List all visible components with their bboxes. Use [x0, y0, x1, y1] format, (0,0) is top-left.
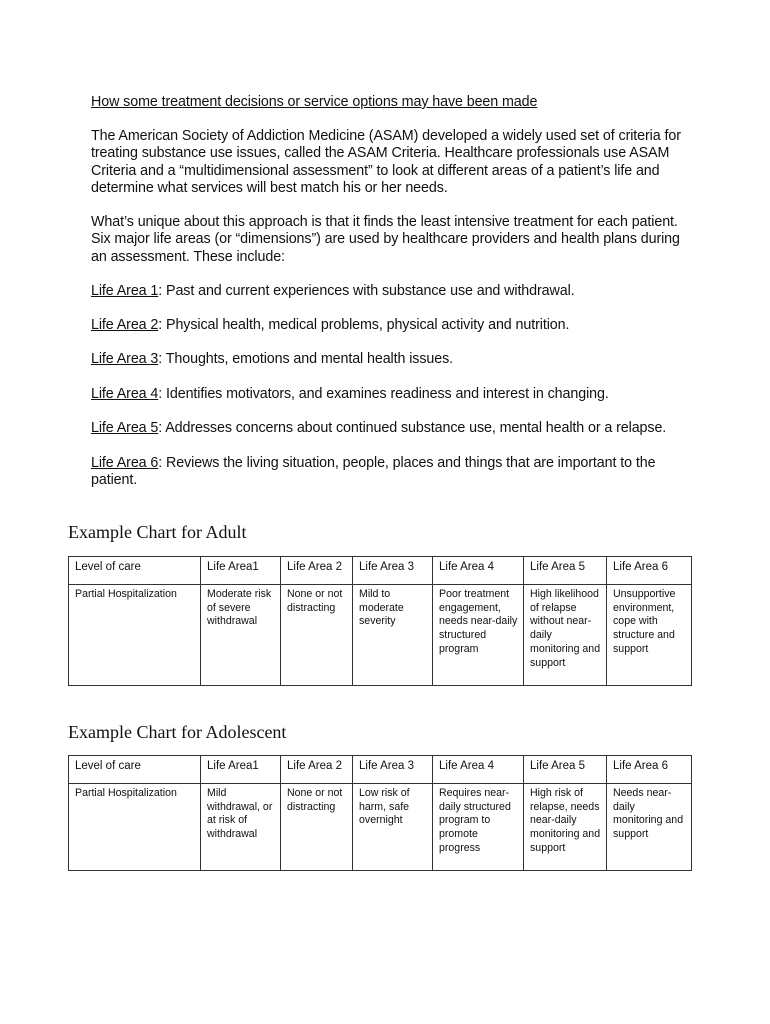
life-area-3-item [91, 351, 691, 368]
adolescent-cell-life-area-5: High risk of relapse, needs near-daily monitoring and support [530, 787, 601, 854]
adult-chart-table [68, 556, 692, 686]
intro-paragraph-2: What’s unique about this approach is that it finds the least intensive treatment for each patient. Six major life areas (or “dimensions”) are used by healthcare providers and health plans during an assessment. These include: [91, 214, 680, 265]
life-area-5-text: : Addresses concerns about continued substance use, mental health or a relapse. [158, 420, 667, 436]
adolescent-chart-header-row [69, 756, 692, 784]
life-area-4-item [91, 386, 691, 403]
adult-header-cell [201, 557, 281, 585]
adult-cell-life-area-6: Unsupportive environment, cope with structure and support [613, 588, 676, 655]
adult-data-cell [281, 585, 353, 686]
adolescent-cell-level-of-care: Partial Hospitalization [75, 787, 177, 799]
life-area-6-item [91, 455, 691, 490]
adult-header-life-area-3: Life Area 3 [359, 561, 414, 573]
adult-header-cell [69, 557, 201, 585]
life-area-1-label: Life Area 1 [91, 283, 159, 299]
adult-chart-heading: Example Chart for Adult [68, 522, 247, 542]
adolescent-header-cell [353, 756, 433, 784]
adult-data-cell [69, 585, 201, 686]
life-area-5-item [91, 420, 691, 437]
adolescent-chart-data-row [69, 784, 692, 871]
adult-data-cell [353, 585, 433, 686]
adolescent-data-cell [524, 784, 607, 871]
adult-cell-life-area-4: Poor treatment engagement, needs near-daily structured program [439, 588, 518, 655]
adolescent-data-cell [69, 784, 201, 871]
adolescent-header-cell [524, 756, 607, 784]
life-area-2-text: : Physical health, medical problems, physical activity and nutrition. [158, 317, 570, 333]
adolescent-header-life-area-1: Life Area1 [207, 760, 259, 772]
adult-header-cell [281, 557, 353, 585]
adult-cell-life-area-5: High likelihood of relapse without near-daily monitoring and support [530, 588, 601, 669]
life-area-4-text: : Identifies motivators, and examines readiness and interest in changing. [158, 386, 609, 402]
adult-header-cell [353, 557, 433, 585]
section-title: How some treatment decisions or service options may have been made [91, 94, 538, 110]
intro-paragraph-1: The American Society of Addiction Medicine (ASAM) developed a widely used set of criteria for treating substance use issues, called the ASAM Criteria. Healthcare professionals use ASAM Criteria and a “multidimensional assessment” to look at different areas of a patient’s life and determine what services will best match his or her needs. [91, 128, 681, 197]
life-area-2-item [91, 317, 691, 334]
adolescent-data-cell [607, 784, 692, 871]
adult-cell-life-area-2: None or not distracting [287, 588, 343, 614]
adult-header-cell [607, 557, 692, 585]
adolescent-header-cell [607, 756, 692, 784]
life-area-4-label: Life Area 4 [91, 386, 159, 402]
adolescent-header-life-area-3: Life Area 3 [359, 760, 414, 772]
adolescent-header-life-area-6: Life Area 6 [613, 760, 668, 772]
life-area-5-label: Life Area 5 [91, 420, 159, 436]
adolescent-chart-table [68, 755, 692, 871]
adolescent-data-cell [281, 784, 353, 871]
adult-cell-life-area-3: Mild to moderate severity [359, 588, 404, 628]
adult-header-life-area-5: Life Area 5 [530, 561, 585, 573]
adolescent-chart-heading: Example Chart for Adolescent [68, 722, 287, 742]
life-area-3-text: : Thoughts, emotions and mental health issues. [158, 351, 454, 367]
adolescent-cell-life-area-4: Requires near-daily structured program to promote progress [439, 787, 511, 854]
adult-header-life-area-4: Life Area 4 [439, 561, 494, 573]
adolescent-cell-life-area-2: None or not distracting [287, 787, 343, 813]
life-area-1-text: : Past and current experiences with substance use and withdrawal. [158, 283, 575, 299]
adolescent-header-cell [281, 756, 353, 784]
adult-cell-level-of-care: Partial Hospitalization [75, 588, 177, 600]
adult-header-life-area-1: Life Area1 [207, 561, 259, 573]
adolescent-header-life-area-4: Life Area 4 [439, 760, 494, 772]
adult-chart-header-row [69, 557, 692, 585]
adolescent-header-level-of-care: Level of care [75, 760, 141, 772]
adolescent-header-life-area-5: Life Area 5 [530, 760, 585, 772]
adult-chart-data-row [69, 585, 692, 686]
adult-data-cell [433, 585, 524, 686]
adolescent-data-cell [353, 784, 433, 871]
life-area-6-label: Life Area 6 [91, 455, 159, 471]
adult-header-cell [524, 557, 607, 585]
adult-data-cell [607, 585, 692, 686]
life-area-1-item [91, 283, 691, 300]
adult-data-cell [201, 585, 281, 686]
adolescent-header-cell [69, 756, 201, 784]
adolescent-header-life-area-2: Life Area 2 [287, 760, 342, 772]
adult-header-life-area-2: Life Area 2 [287, 561, 342, 573]
adult-cell-life-area-1: Moderate risk of severe withdrawal [207, 588, 272, 628]
adolescent-cell-life-area-6: Needs near-daily monitoring and support [613, 787, 684, 841]
adolescent-cell-life-area-3: Low risk of harm, safe overnight [359, 787, 410, 827]
life-area-3-label: Life Area 3 [91, 351, 159, 367]
life-area-6-text: : Reviews the living situation, people, places and things that are important to the patient. [91, 455, 656, 489]
adolescent-header-cell [201, 756, 281, 784]
adolescent-data-cell [433, 784, 524, 871]
adolescent-cell-life-area-1: Mild withdrawal, or at risk of withdrawal [207, 787, 273, 841]
life-area-2-label: Life Area 2 [91, 317, 159, 333]
adult-header-cell [433, 557, 524, 585]
adolescent-data-cell [201, 784, 281, 871]
adult-data-cell [524, 585, 607, 686]
adult-header-life-area-6: Life Area 6 [613, 561, 668, 573]
adult-header-level-of-care: Level of care [75, 561, 141, 573]
adolescent-header-cell [433, 756, 524, 784]
